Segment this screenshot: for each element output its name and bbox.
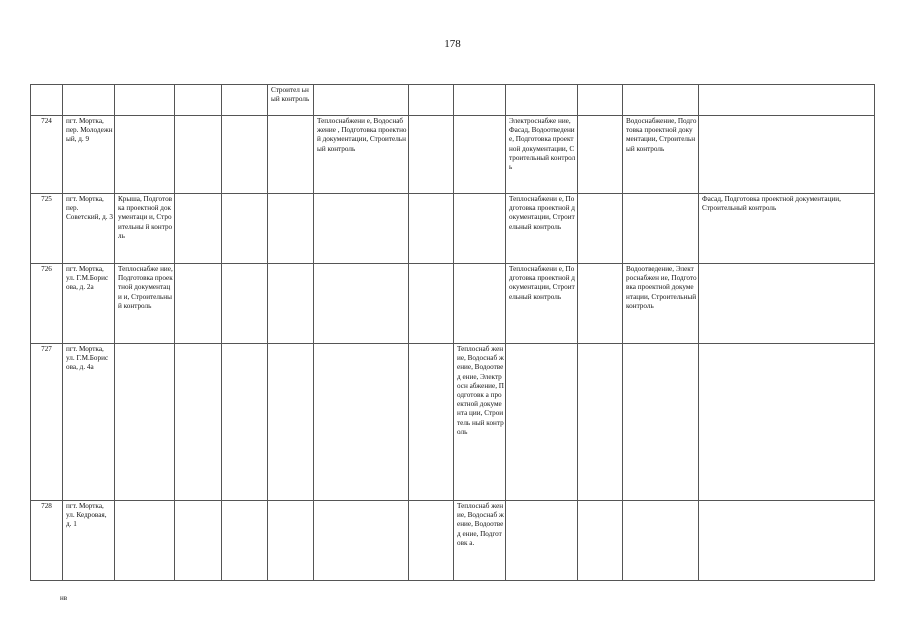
table-cell [623, 344, 699, 501]
table-row [31, 194, 875, 264]
table-cell: Теплоснаб жение, Водоснаб жение, Водоотвед ение, Электросн абжение, Подготовк а проектной документа ции, Строитель ный контроль [454, 344, 506, 501]
table-cell [314, 194, 409, 264]
address-cell: пгт. Мортка, пер. Советский, д. 3 [63, 194, 115, 264]
table-row [31, 264, 875, 344]
table-cell [222, 264, 268, 344]
table-cell [268, 194, 314, 264]
table-cell [699, 501, 875, 581]
table-cell: Теплоснабже ние, Подготовка проектной документаци и, Строительны й контроль [115, 264, 175, 344]
table-cell [175, 85, 222, 116]
table-cell [578, 344, 623, 501]
row-number-cell [31, 85, 63, 116]
address-cell: пгт. Мортка, ул. Г.М.Борис ова, д. 2а [63, 264, 115, 344]
table-cell [409, 116, 454, 194]
table-cell: Теплоснабжени е, Подготовка проектной документации, Строительный контроль [506, 194, 578, 264]
table-row [31, 85, 875, 116]
table-cell [623, 85, 699, 116]
table-cell [222, 85, 268, 116]
table-cell [578, 194, 623, 264]
table-cell [409, 501, 454, 581]
table-cell: Теплоснабжени е, Водоснабжение , Подготовка проектной документации, Строительный контроль [314, 116, 409, 194]
table-cell: Водоотведение, Электроснабжен ие, Подготовка проектной документации, Строительный контроль [623, 264, 699, 344]
table-cell [268, 344, 314, 501]
table-cell [409, 194, 454, 264]
table-cell [454, 194, 506, 264]
table-row [31, 344, 875, 501]
table-cell [175, 501, 222, 581]
table-cell [175, 194, 222, 264]
address-cell: пгт. Мортка, пер. Молодежн ый, д. 9 [63, 116, 115, 194]
table-cell [268, 116, 314, 194]
table-cell [268, 501, 314, 581]
table-cell [175, 116, 222, 194]
works-schedule-table [30, 84, 875, 581]
table-cell [578, 85, 623, 116]
table-cell [699, 264, 875, 344]
address-cell: пгт. Мортка, ул. Кедровая, д. 1 [63, 501, 115, 581]
table-cell [578, 264, 623, 344]
table-cell [506, 85, 578, 116]
table-cell [314, 344, 409, 501]
table-row [31, 501, 875, 581]
table-cell [699, 344, 875, 501]
table-cell [222, 116, 268, 194]
address-cell [63, 85, 115, 116]
table-cell: Теплоснабжени е, Подготовка проектной документации, Строительный контроль [506, 264, 578, 344]
footer-mark: нв [60, 594, 68, 602]
row-number-cell: 724 [31, 116, 63, 194]
table-cell [222, 344, 268, 501]
table-cell [699, 116, 875, 194]
table-cell: Теплоснаб жение, Водоснаб жение, Водоотвед ение, Подготовк а. [454, 501, 506, 581]
table-cell [314, 501, 409, 581]
table-cell [115, 344, 175, 501]
table-row [31, 116, 875, 194]
table-cell [699, 85, 875, 116]
address-cell: пгт. Мортка, ул. Г.М.Борис ова, д. 4а [63, 344, 115, 501]
table-cell: Электроснабже ние, Фасад, Водоотведение, Подготовка проектной документации, Строительный контроль [506, 116, 578, 194]
table-cell [222, 501, 268, 581]
row-number-cell: 727 [31, 344, 63, 501]
row-number-cell: 726 [31, 264, 63, 344]
table-cell [314, 85, 409, 116]
table-cell [454, 116, 506, 194]
table-cell: Фасад, Подготовка проектной документации, Строительный контроль [699, 194, 875, 264]
table-cell: Водоснабжение, Подготовка проектной документации, Строительный контроль [623, 116, 699, 194]
table-cell [268, 264, 314, 344]
table-cell [506, 344, 578, 501]
table-cell: Крыша, Подготовка проектной документаци и, Строительны й контроль [115, 194, 175, 264]
table-cell [115, 85, 175, 116]
table-cell [115, 501, 175, 581]
table-cell [578, 501, 623, 581]
table-cell [175, 264, 222, 344]
table-cell [454, 85, 506, 116]
row-number-cell: 728 [31, 501, 63, 581]
table-cell [506, 501, 578, 581]
page-number: 178 [444, 38, 461, 50]
row-number-cell: 725 [31, 194, 63, 264]
table-cell [623, 501, 699, 581]
table-cell [115, 116, 175, 194]
table-cell [314, 264, 409, 344]
table-cell [222, 194, 268, 264]
table-cell [409, 344, 454, 501]
table-cell [578, 116, 623, 194]
table-cell [175, 344, 222, 501]
table-cell [409, 264, 454, 344]
table-cell: Строител ьный контроль [268, 85, 314, 116]
table-cell [454, 264, 506, 344]
table-cell [409, 85, 454, 116]
table-cell [623, 194, 699, 264]
